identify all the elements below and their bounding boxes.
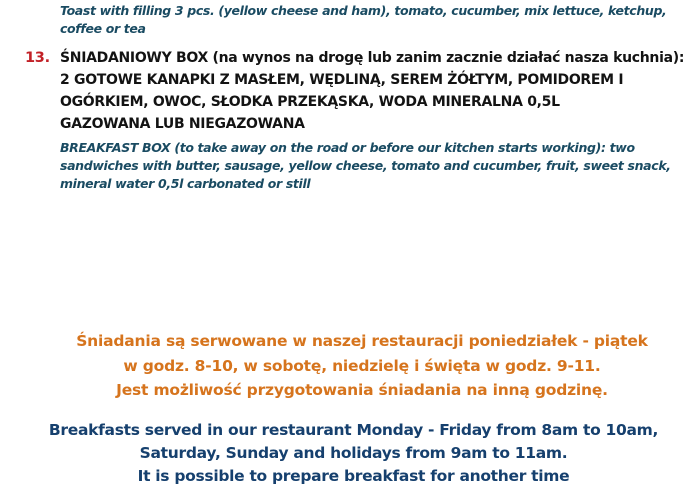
text-line: OGÓRKIEM, OWOC, SŁODKA PRZEKĄSKA, WODA MINERALNA 0,5L: [60, 94, 560, 110]
text-line: BREAKFAST BOX (to take away on the road or before our kitchen starts working): two: [60, 140, 635, 155]
serving-hours-pl: [32, 329, 692, 403]
text-line: sandwiches with butter, sausage, yellow cheese, tomato and cucumber, fruit, sweet snack,: [60, 158, 671, 173]
text-line: It is possible to prepare breakfast for another time: [137, 466, 570, 485]
text-line: mineral water 0,5l carbonated or still: [60, 176, 311, 191]
breakfast-box-description-en: [60, 139, 692, 193]
text-line: ŚNIADANIOWY BOX (na wynos na drogę lub zanim zacznie działać nasza kuchnia):: [60, 50, 685, 66]
text-line: w godz. 8-10, w sobotę, niedzielę i święta w godz. 9-11.: [123, 356, 601, 375]
toast-description-en: [60, 2, 692, 38]
text-line: 2 GOTOWE KANAPKI Z MASŁEM, WĘDLINĄ, SEREM ŻÓŁTYM, POMIDOREM I: [60, 72, 624, 88]
text-line: Breakfasts served in our restaurant Monday - Friday from 8am to 10am,: [48, 420, 659, 439]
menu-item-13-sniadaniowy-box: [25, 47, 692, 135]
item-number: 13.: [25, 50, 50, 66]
text-line: GAZOWANA LUB NIEGAZOWANA: [60, 116, 305, 132]
serving-hours-en: [15, 419, 692, 488]
text-line: Saturday, Sunday and holidays from 9am to 11am.: [139, 443, 568, 462]
text-line: Toast with filling 3 pcs. (yellow cheese and ham), tomato, cucumber, mix lettuce, ketchup,: [60, 3, 667, 18]
text-line: coffee or tea: [60, 21, 146, 36]
text-line: Śniadania są serwowane w naszej restauracji poniedziałek - piątek: [76, 332, 648, 350]
text-line: Jest możliwość przygotowania śniadania na inną godzinę.: [116, 381, 608, 399]
